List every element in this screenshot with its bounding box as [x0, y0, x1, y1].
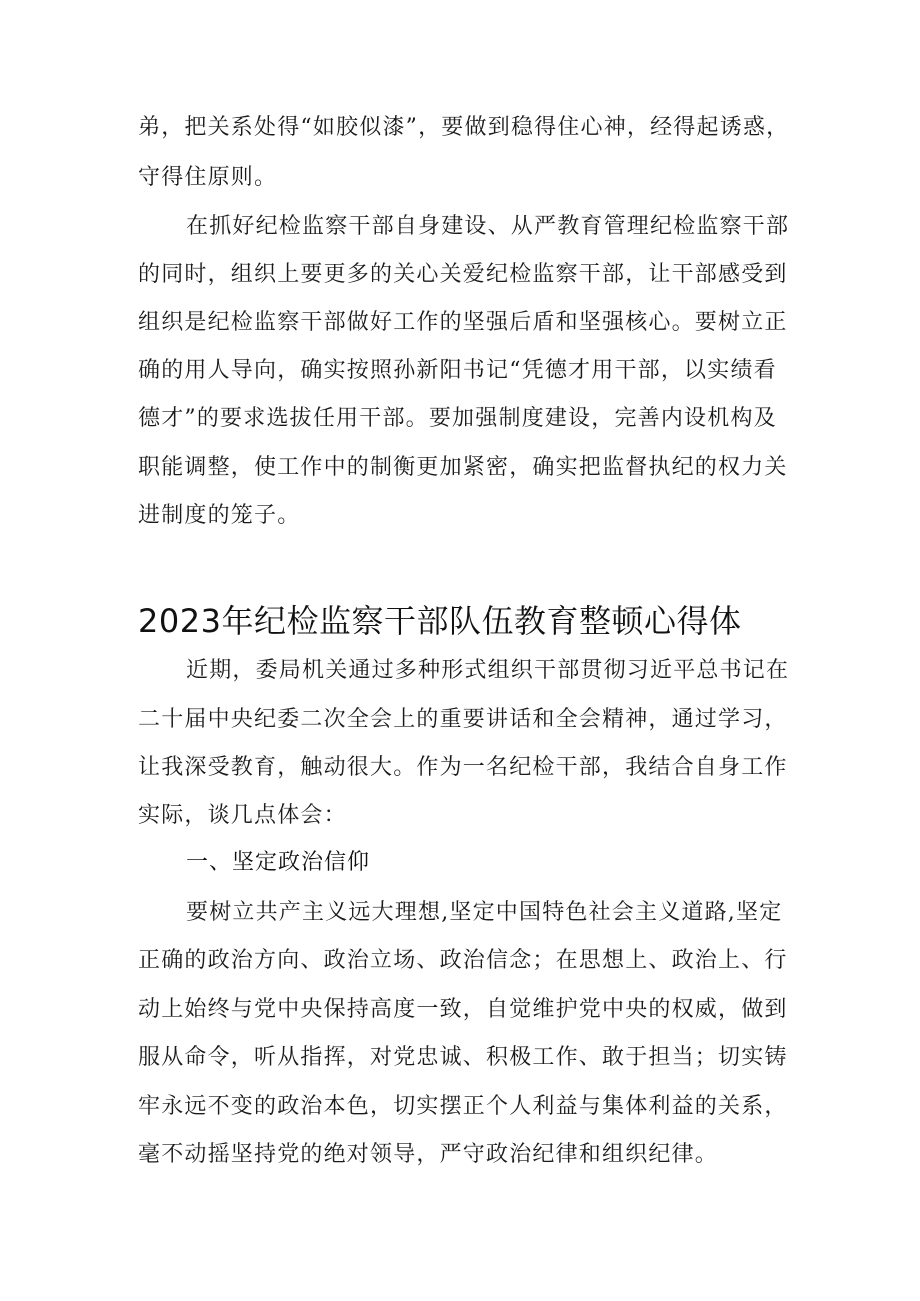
paragraph-line: 近期，委局机关通过多种形式组织干部贯彻习近平总书记在 [186, 658, 790, 683]
paragraph-line: 正确的政治方向、政治立场、政治信念；在思想上、政治上、行 [138, 948, 788, 973]
paragraph-line: 在抓好纪检监察干部自身建设、从严教育管理纪检监察干部 [186, 214, 790, 239]
paragraph-line: 动上始终与党中央保持高度一致，自觉维护党中央的权威，做到 [138, 997, 788, 1022]
paragraph-line: 守得住原则。 [138, 165, 278, 190]
paragraph-line: 实际，谈几点体会： [138, 803, 347, 828]
paragraph-line: 牢永远不变的政治本色，切实摆正个人利益与集体利益的关系， [138, 1094, 788, 1119]
paragraph-line: 职能调整，使工作中的制衡更加紧密，确实把监督执纪的权力关 [138, 455, 788, 480]
paragraph-line: 让我深受教育，触动很大。作为一名纪检干部，我结合自身工作 [138, 755, 788, 780]
paragraph-line: 的同时，组织上要更多的关心关爱纪检监察干部，让干部感受到 [138, 262, 788, 287]
paragraph-line: 毫不动摇坚持党的绝对领导，严守政治纪律和组织纪律。 [138, 1142, 719, 1167]
paragraph-line: 进制度的笼子。 [138, 503, 301, 528]
paragraph-line: 组织是纪检监察干部做好工作的坚强后盾和坚强核心。要树立正 [138, 310, 788, 335]
page-title: 2023年纪检监察干部队伍教育整顿心得体 [138, 602, 742, 640]
paragraph-line: 服从命令，听从指挥，对党忠诚、积极工作、敢于担当；切实铸 [138, 1045, 788, 1070]
paragraph-line: 要树立共产主义远大理想,坚定中国特色社会主义道路,坚定 [186, 900, 783, 925]
section-heading: 一、坚定政治信仰 [186, 850, 371, 875]
paragraph-line: 二十届中央纪委二次全会上的重要讲话和全会精神，通过学习， [138, 707, 788, 732]
paragraph-line: 确的用人导向，确实按照孙新阳书记“凭德才用干部，以实绩看 [138, 358, 777, 383]
paragraph-line: 德才”的要求选拔任用干部。要加强制度建设，完善内设机构及 [138, 406, 777, 431]
paragraph-line: 弟，把关系处得“如胶似漆”，要做到稳得住心神，经得起诱惑， [138, 115, 790, 140]
